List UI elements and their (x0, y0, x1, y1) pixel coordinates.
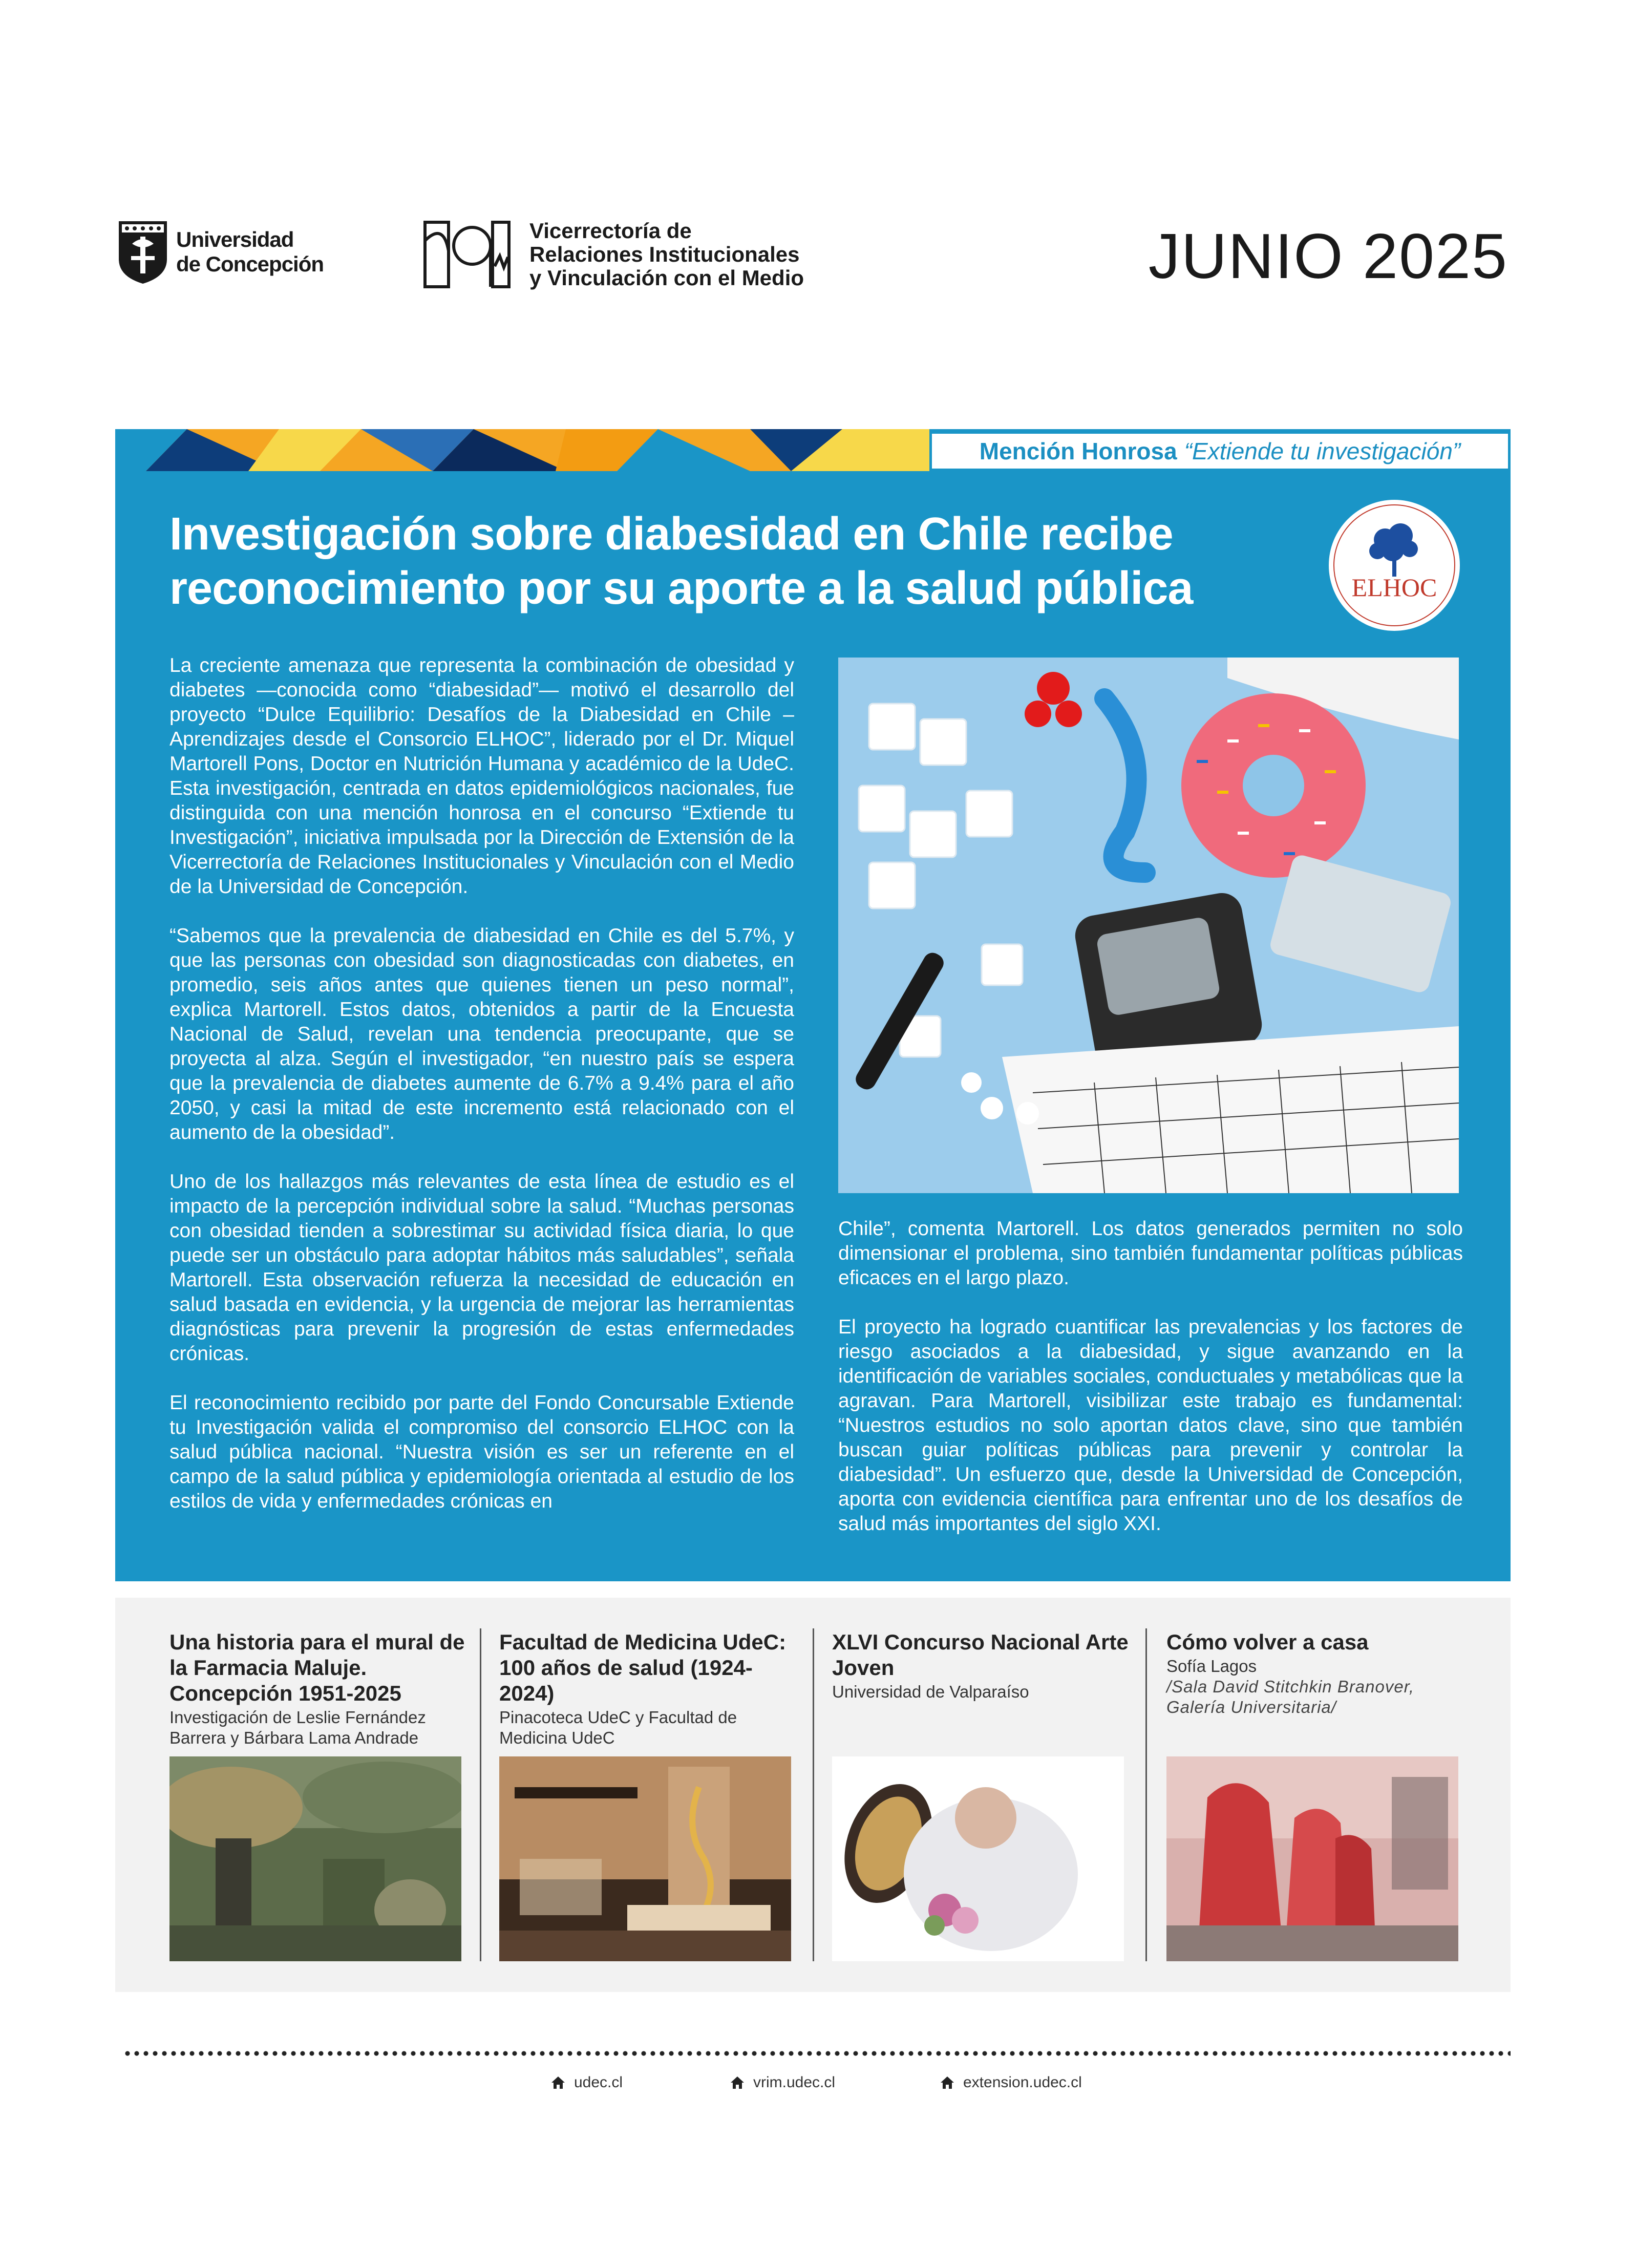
event-thumbnail-museum[interactable] (499, 1756, 791, 1961)
vrim-name-line3: y Vinculación con el Medio (529, 266, 804, 290)
udec-logo (117, 219, 324, 285)
related-events-strip (115, 1598, 1511, 1992)
event-subtitle: Investigación de Leslie Fernández Barrera y Bárbara Lama Andrade (169, 1708, 426, 1747)
event-thumbnail-art[interactable] (832, 1756, 1124, 1961)
footer-link-text: vrim.udec.cl (753, 2074, 836, 2091)
elhoc-logo-text: ELHOC (1351, 573, 1437, 602)
footer-link-udec[interactable] (550, 2074, 623, 2091)
paragraph: La creciente amenaza que representa la combinación de obesidad y diabetes —conocida como “diabesidad”— motivó el desarrollo del proyecto “Dulce Equilibrio: Desafíos de la Diabesidad en Chile – Aprendizajes desde el Consorcio ELHOC”, liderado por el Dr. Miquel Martorell Pons, Doctor en Nutrición Humana y académico de la UdeC. Esta investigación, centrada en datos epidemiológicos nacionales, fue distinguida con una mención honrosa en el concurso “Extiende tu Investigación”, iniciativa impulsada por la Dirección de Extensión de la Vicerrectoría de Relaciones Institucionales y Vinculación con el Medio de la Universidad de Concepción. (169, 654, 794, 898)
home-icon (550, 2075, 566, 2090)
footer-link-text: extension.udec.cl (963, 2074, 1082, 2091)
mention-italic: “Extiende tu investigación” (1184, 438, 1461, 464)
event-subtitle: Sofía Lagos (1166, 1657, 1257, 1676)
mention-bold: Mención Honrosa (979, 438, 1177, 464)
event-title: Cómo volver a casa (1166, 1630, 1369, 1654)
event-title: Una historia para el mural de la Farmacia Maluje. Concepción 1951-2025 (169, 1630, 465, 1705)
article-column-left (169, 653, 794, 1538)
vrim-name-line2: Relaciones Institucionales (529, 242, 800, 266)
footer-link-vrim[interactable] (730, 2074, 835, 2091)
footer-dotted-rule (123, 2050, 1511, 2057)
paragraph: El proyecto ha logrado cuantificar las prevalencias y los factores de riesgo asociados a la diabesidad, y sigue avanzando en la identificación de variables sociales, conductuales y metabólicas que la agravan. Para Martorell, visibilizar este trabajo es fundamental: “Nuestros estudios no solo aportan datos clave, sino que también buscan guiar políticas públicas para prevenir y controlar la diabesidad”. Un esfuerzo que, desde la Universidad de Concepción, aporta con evidencia científica para enfrentar uno de los desafíos de salud más importantes del siglo XXI. (838, 1316, 1463, 1535)
column-divider (813, 1628, 814, 1961)
event-card[interactable] (169, 1629, 466, 1748)
elhoc-tree-icon (1329, 500, 1460, 631)
home-icon (940, 2075, 955, 2090)
issue-date: JUNIO 2025 (1148, 221, 1508, 292)
headline-line2: reconocimiento por su aporte a la salud pública (169, 563, 1193, 614)
home-icon (730, 2075, 745, 2090)
event-card[interactable] (499, 1629, 796, 1748)
feature-article (115, 429, 1511, 1581)
column-divider (480, 1628, 481, 1961)
event-subtitle: Universidad de Valparaíso (832, 1682, 1029, 1701)
udec-shield-icon (117, 219, 169, 285)
vrim-mark-icon (423, 220, 511, 289)
column-divider (1145, 1628, 1147, 1961)
vrim-name-line1: Vicerrectoría de (529, 219, 692, 243)
paragraph: Chile”, comenta Martorell. Los datos generados permiten no solo dimensionar el problema, sino también fundamentar políticas públicas eficaces en el largo plazo. (838, 1218, 1463, 1289)
diabetes-photo (838, 658, 1459, 1193)
event-thumbnail-painting[interactable] (1166, 1756, 1458, 1961)
paragraph: “Sabemos que la prevalencia de diabesidad en Chile es del 5.7%, y que las personas con obesidad son diagnosticadas con diabetes, en promedio, seis años antes que quienes tienen un peso normal”, explica Martorell. Estos datos, obtenidos a partir de la Encuesta Nacional de Salud, revelan una tendencia preocupante, que se proyecta al alza. Según el investigador, “en nuestro país se espera que la prevalencia de diabetes aumente de 6.7% a 9.4% para el año 2050, y casi la mitad de este incremento está relacionado con el aumento de la obesidad”. (169, 925, 794, 1143)
event-venue: /Sala David Stitchkin Branover, Galería Universitaria/ (1166, 1677, 1415, 1716)
footer-link-extension[interactable] (940, 2074, 1082, 2091)
decorative-stripe (115, 429, 929, 471)
mention-banner (929, 431, 1511, 471)
vrim-logo (423, 219, 804, 290)
udec-name (176, 227, 324, 277)
event-thumbnail-mural[interactable] (169, 1756, 461, 1961)
diabetes-illustration (838, 658, 1459, 1193)
elhoc-logo (1329, 500, 1460, 631)
paragraph: El reconocimiento recibido por parte del Fondo Concursable Extiende tu Investigación valida el compromiso del consorcio ELHOC con la salud pública nacional. “Nuestra visión es ser un referente en el campo de la salud pública y epidemiología orientada al estudio de los estilos de vida y enfermedades crónicas en (169, 1392, 794, 1512)
vrim-name (529, 219, 804, 290)
event-card[interactable] (1166, 1629, 1463, 1718)
udec-name-line2: de Concepción (176, 252, 324, 276)
headline (169, 507, 1409, 616)
headline-line1: Investigación sobre diabesidad en Chile recibe (169, 508, 1173, 560)
event-title: Facultad de Medicina UdeC: 100 años de salud (1924-2024) (499, 1630, 787, 1705)
event-subtitle: Pinacoteca UdeC y Facultad de Medicina UdeC (499, 1708, 737, 1747)
paragraph: Uno de los hallazgos más relevantes de esta línea de estudio es el impacto de la percepción individual sobre la salud. “Muchas personas con obesidad tienden a sobrestimar su actividad física diaria, lo que puede ser un obstáculo para adoptar hábitos más saludables”, señala Martorell. Esta observación refuerza la necesidad de educación en salud basada en evidencia, y la urgencia de mejorar las herramientas diagnósticas para prevenir la progresión de estas enfermedades crónicas. (169, 1171, 794, 1365)
event-card[interactable] (832, 1629, 1129, 1702)
udec-name-line1: Universidad (176, 227, 294, 251)
footer-link-text: udec.cl (574, 2074, 623, 2091)
event-title: XLVI Concurso Nacional Arte Joven (832, 1630, 1129, 1680)
article-column-right (838, 1217, 1463, 1561)
